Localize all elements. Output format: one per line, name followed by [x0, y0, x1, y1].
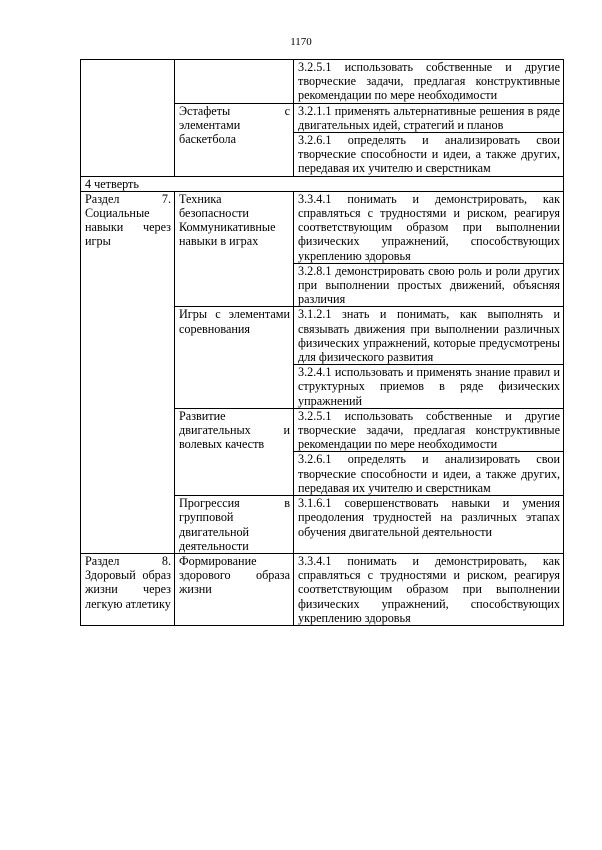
outcome-cell: 3.2.5.1 использовать собственные и другие творческие задачи, предлагая конструктивные рекомендации по мере необходимости [294, 408, 564, 452]
section-cell: Раздел 7. Социальные навыки через игры [81, 191, 175, 553]
quarter-heading: 4 четверть [81, 176, 564, 191]
outcome-cell: 3.2.6.1 определять и анализировать свои творческие способности и идеи, а также других, передавая их учителю и сверстникам [294, 133, 564, 177]
section-cell [81, 60, 175, 177]
topic-cell: Формирование здорового образа жизни [175, 553, 294, 625]
topic-cell [175, 60, 294, 104]
outcome-cell: 3.2.8.1 демонстрировать свою роль и роли других при выполнении простых движений, объясняя различия [294, 263, 564, 307]
outcome-cell: 3.3.4.1 понимать и демонстрировать, как справляться с трудностями и риском, реагируя соответствующим образом при выполнении физических упражнений, способствующих укреплению здоровья [294, 191, 564, 263]
outcome-cell: 3.2.1.1 применять альтернативные решения в ряде двигательных идей, стратегий и планов [294, 103, 564, 132]
topic-cell: Эстафеты с элементами баскетбола [175, 103, 294, 176]
outcome-cell: 3.2.4.1 использовать и применять знание правил и структурных приемов в ряде физических упражнений [294, 365, 564, 409]
quarter-row [81, 176, 564, 191]
topic-cell: Прогрессия в групповой двигательной деятельности [175, 496, 294, 554]
outcome-cell: 3.1.6.1 совершенствовать навыки и умения преодоления трудностей на различных этапах обучения двигательной деятельности [294, 496, 564, 554]
topic-cell: Игры с элементами соревнования [175, 307, 294, 408]
table-row [81, 553, 564, 625]
outcome-cell: 3.1.2.1 знать и понимать, как выполнять и связывать движения при выполнении различных физических упражнений, которые предусмотрены для физического развития [294, 307, 564, 365]
topic-cell: Техника безопасности Коммуникативные навыки в играх [175, 191, 294, 307]
table-row [81, 191, 564, 263]
table-row [81, 60, 564, 104]
outcome-cell: 3.2.5.1 использовать собственные и другие творческие задачи, предлагая конструктивные рекомендации по мере необходимости [294, 60, 564, 104]
outcome-cell: 3.2.6.1 определять и анализировать свои творческие способности и идеи, а также других, передавая их учителю и сверстникам [294, 452, 564, 496]
page-number: 1170 [290, 36, 312, 48]
topic-cell: Развитие двигательных и волевых качеств [175, 408, 294, 495]
outcome-cell: 3.3.4.1 понимать и демонстрировать, как справляться с трудностями и риском, реагируя соответствующим образом при выполнении физических упражнений, способствующих укреплению здоровья [294, 553, 564, 625]
section-cell: Раздел 8. Здоровый образ жизни через легкую атлетику [81, 553, 175, 625]
curriculum-table [80, 59, 564, 626]
